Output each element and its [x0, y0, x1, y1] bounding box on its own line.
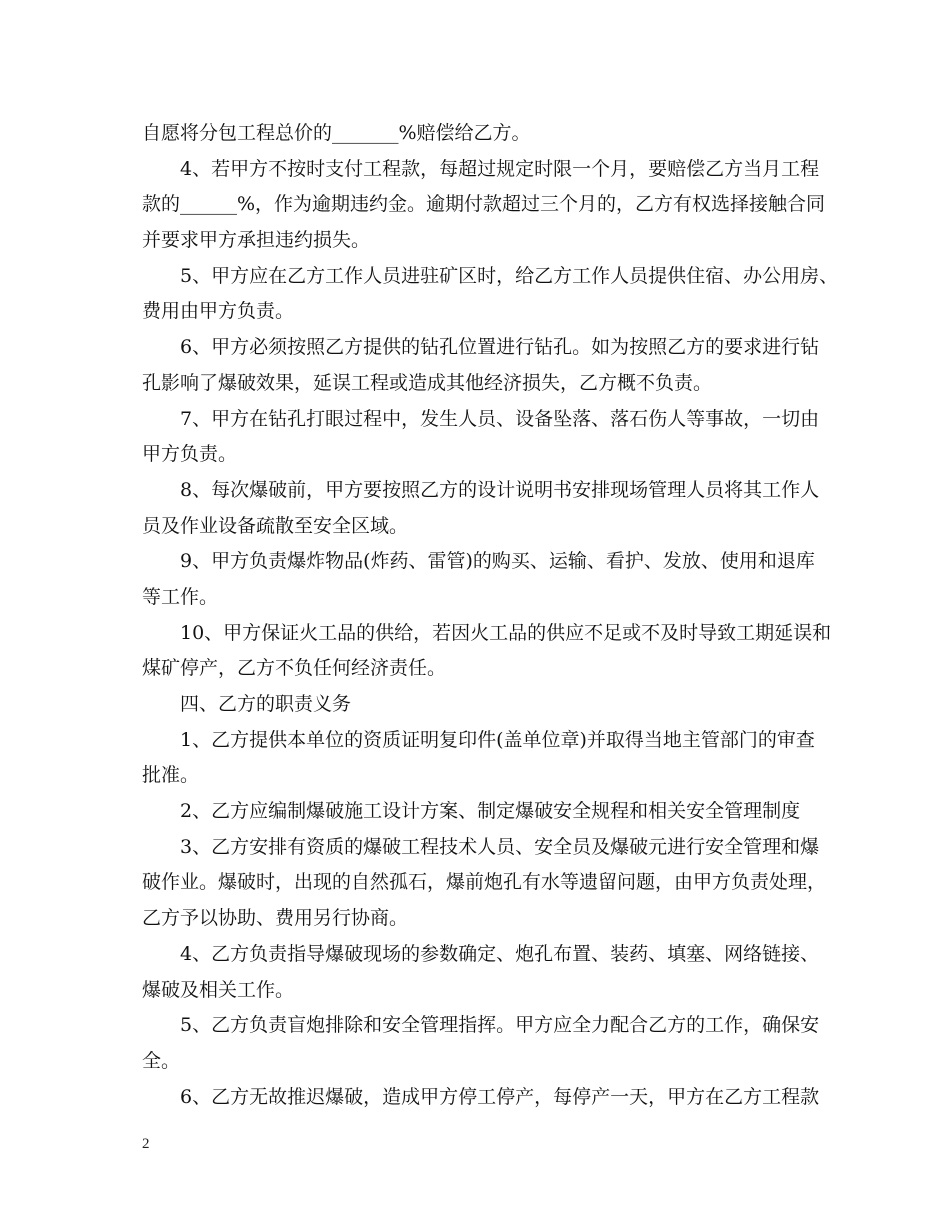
paragraph-line: 款的______%，作为逾期违约金。逾期付款超过三个月的，乙方有权选择接触合同: [142, 193, 826, 216]
paragraph-line: 等工作。: [142, 585, 219, 608]
paragraph-line: 2、乙方应编制爆破施工设计方案、制定爆破安全规程和相关安全管理制度: [180, 800, 801, 823]
paragraph-line: 乙方予以协助、费用另行协商。: [142, 907, 409, 930]
page-number: 2: [142, 1136, 150, 1152]
section-heading: 四、乙方的职责义务: [180, 693, 352, 715]
paragraph-line: 7、甲方在钻孔打眼过程中，发生人员、设备坠落、落石伤人等事故，一切由: [180, 407, 820, 430]
paragraph-line: 爆破及相关工作。: [142, 978, 295, 1001]
paragraph-line: 5、甲方应在乙方工作人员进驻矿区时，给乙方工作人员提供住宿、办公用房、: [180, 264, 839, 287]
paragraph-line: 10、甲方保证火工品的供给，若因火工品的供应不足或不及时导致工期延误和: [180, 621, 832, 644]
paragraph-line: 费用由甲方负责。: [142, 300, 295, 323]
paragraph-line: 1、乙方提供本单位的资质证明复印件(盖单位章)并取得当地主管部门的审查: [180, 728, 815, 751]
paragraph-line: 9、甲方负责爆炸物品(炸药、雷管)的购买、运输、看护、发放、使用和退库: [180, 550, 815, 573]
paragraph-line: 孔影响了爆破效果，延误工程或造成其他经济损失，乙方概不负责。: [142, 371, 713, 394]
paragraph-line: 甲方负责。: [142, 443, 238, 466]
paragraph-line: 破作业。爆破时，出现的自然孤石，爆前炮孔有水等遗留问题，由甲方负责处理，: [142, 871, 827, 894]
paragraph-line: 煤矿停产，乙方不负任何经济责任。: [142, 657, 447, 680]
paragraph-line: 3、乙方安排有资质的爆破工程技术人员、安全员及爆破元进行安全管理和爆: [180, 835, 820, 858]
paragraph-line: 4、乙方负责指导爆破现场的参数确定、炮孔布置、装药、填塞、网络链接、: [180, 942, 820, 965]
paragraph-line: 4、若甲方不按时支付工程款，每超过规定时限一个月，要赔偿乙方当月工程: [180, 157, 820, 180]
paragraph-line: 6、乙方无故推迟爆破，造成甲方停工停产，每停产一天，甲方在乙方工程款: [180, 1085, 820, 1108]
paragraph-line: 全。: [142, 1049, 181, 1072]
paragraph-line: 6、甲方必须按照乙方提供的钻孔位置进行钻孔。如为按照乙方的要求进行钻: [180, 336, 820, 359]
paragraph-line: 自愿将分包工程总价的_______%赔偿给乙方。: [142, 122, 531, 144]
paragraph-line: 并要求甲方承担违约损失。: [142, 229, 371, 252]
paragraph-line: 员及作业设备疏散至安全区域。: [142, 514, 409, 537]
paragraph-line: 8、每次爆破前，甲方要按照乙方的设计说明书安排现场管理人员将其工作人: [180, 478, 820, 501]
document-body: [142, 116, 839, 1115]
paragraph-line: 5、乙方负责盲炮排除和安全管理指挥。甲方应全力配合乙方的工作，确保安: [180, 1014, 820, 1037]
paragraph-line: 批准。: [142, 764, 200, 787]
